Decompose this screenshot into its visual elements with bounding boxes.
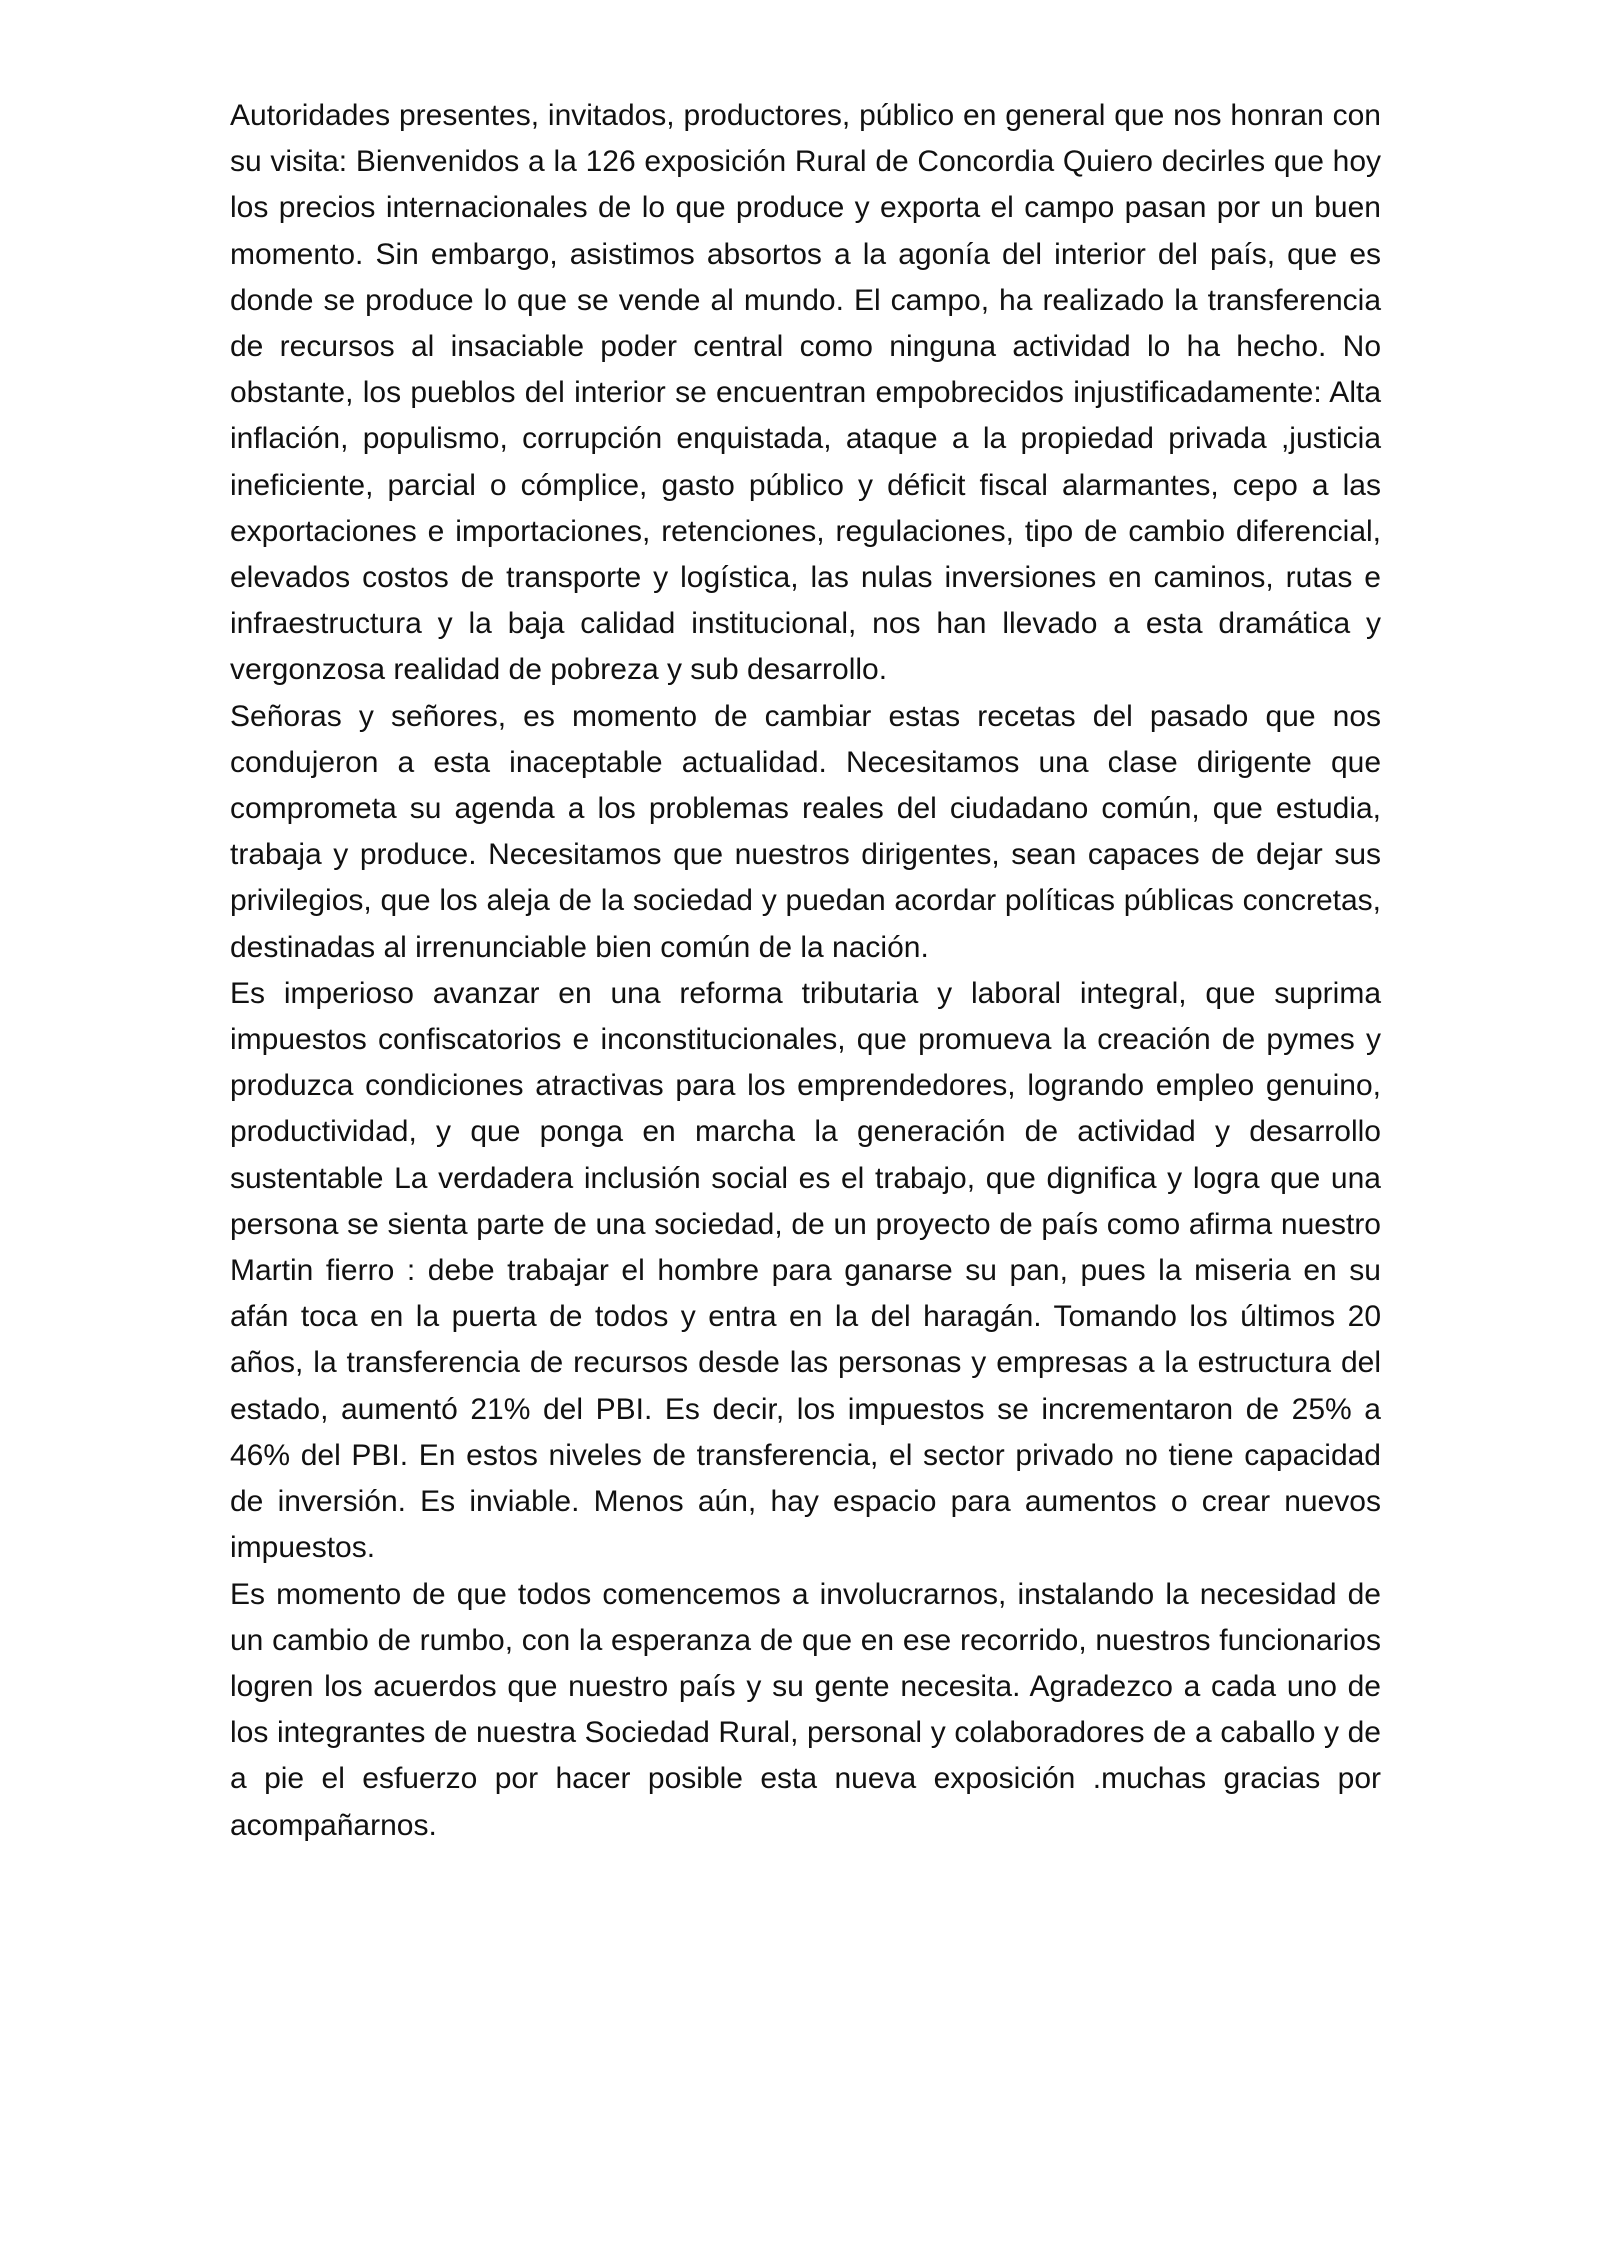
paragraph-4: Es momento de que todos comencemos a involucrarnos, instalando la necesidad de un cambio de rumbo, con la esperanza de que en ese recorrido, nuestros funcionarios logren los acuerdos que nuestro país y su gente necesita. Agradezco a cada uno de los integrantes de nuestra Sociedad Rural, personal y colaboradores de a caballo y de a pie el esfuerzo por hacer posible esta nueva exposición .muchas gracias por acompañarnos. — [230, 1577, 1381, 1842]
paragraph-2: Señoras y señores, es momento de cambiar estas recetas del pasado que nos condujeron a esta inaceptable actualidad. Necesitamos una clase dirigente que comprometa su agenda a los problemas reales del ciudadano común, que estudia, trabaja y produce. Necesitamos que nuestros dirigentes, sean capaces de dejar sus privilegios, que los aleja de la sociedad y puedan acordar políticas públicas concretas, destinadas al irrenunciable bien común de la nación. — [230, 699, 1381, 964]
paragraph-3: Es imperioso avanzar en una reforma tributaria y laboral integral, que suprima impuestos confiscatorios e inconstitucionales, que promueva la creación de pymes y produzca condiciones atractivas para los emprendedores, logrando empleo genuino, productividad, y que ponga en marcha la generación de actividad y desarrollo sustentable La verdadera inclusión social es el trabajo, que dignifica y logra que una persona se sienta parte de una sociedad, de un proyecto de país como afirma nuestro Martin fierro : debe trabajar el hombre para ganarse su pan, pues la miseria en su afán toca en la puerta de todos y entra en la del haragán. Tomando los últimos 20 años, la transferencia de recursos desde las personas y empresas a la estructura del estado, aumentó 21% del PBI. Es decir, los impuestos se incrementaron de 25% a 46% del PBI. En estos niveles de transferencia, el sector privado no tiene capacidad de inversión. Es inviable. Menos aún, hay espacio para aumentos o crear nuevos impuestos. — [230, 976, 1381, 1565]
paragraph-1: Autoridades presentes, invitados, productores, público en general que nos honran con su visita: Bienvenidos a la 126 exposición Rural de Concordia Quiero decirles que hoy los precios internacionales de lo que produce y exporta el campo pasan por un buen momento. Sin embargo, asistimos absortos a la agonía del interior del país, que es donde se produce lo que se vende al mundo. El campo, ha realizado la transferencia de recursos al insaciable poder central como ninguna actividad lo ha hecho. No obstante, los pueblos del interior se encuentran empobrecidos injustificadamente: Alta inflación, populismo, corrupción enquistada, ataque a la propiedad privada ,justicia ineficiente, parcial o cómplice, gasto público y déficit fiscal alarmantes, cepo a las exportaciones e importaciones, retenciones, regulaciones, tipo de cambio diferencial, elevados costos de transporte y logística, las nulas inversiones en caminos, rutas e infraestructura y la baja calidad institucional, nos han llevado a esta dramática y vergonzosa realidad de pobreza y sub desarrollo. — [230, 99, 1381, 687]
document-body — [230, 93, 1381, 1849]
